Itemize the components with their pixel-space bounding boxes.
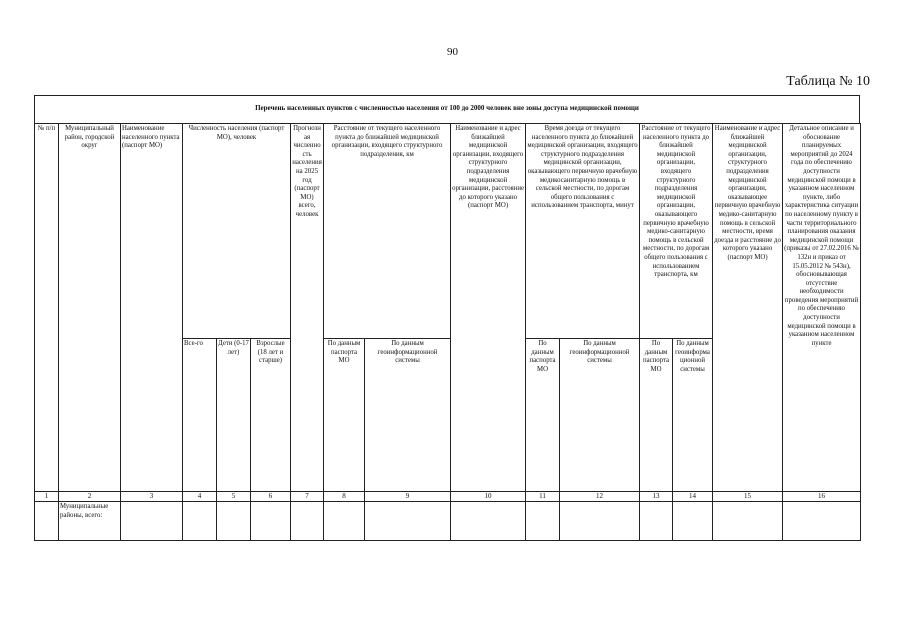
- column-number: 10: [451, 492, 526, 502]
- column-number: 3: [121, 492, 183, 502]
- header-col-12: По данным геоинформационной системы: [560, 339, 640, 492]
- table-cell: [183, 502, 217, 541]
- column-number-row: [35, 492, 861, 502]
- table-title: Таблица № 10: [786, 74, 870, 89]
- header-col-6: Взрослые (18 лет и старше): [251, 339, 291, 492]
- header-col-8: По данным паспорта МО: [324, 339, 365, 492]
- header-col-4-6: Численность населения (паспорт МО), человек: [183, 124, 291, 339]
- header-col-13-14: Расстояние от текущего населенного пункта до ближайшей медицинской организации, входящего структурного подразделения медицинской организации, оказывающего первичную врачебную медико-санитарную помощь в сельской местности, по дорогам общего пользования с использованием транспорта, км: [640, 124, 713, 339]
- header-col-9: По данным геоинформационной системы: [365, 339, 451, 492]
- header-col-15: Наименование и адрес ближайшей медицинской организации, структурного подразделения медицинской организации, оказывающее первичную врачебную медико-санитарную помощь в сельской местности, время доезда и расстояние до которого указано (паспорт МО): [713, 124, 783, 492]
- header-col-14: По данным геоинформационной системы: [673, 339, 713, 492]
- row-label: Муниципальные районы, всего:: [59, 502, 121, 541]
- table-cell: [365, 502, 451, 541]
- column-number: 5: [217, 492, 251, 502]
- table-cell: [640, 502, 673, 541]
- table-cell: [451, 502, 526, 541]
- table-cell: [121, 502, 183, 541]
- header-col-10: Наименование и адрес ближайшей медицинской организации, входящего структурного подразделения медицинской организации, расстояние до которого указано (паспорт МО): [451, 124, 526, 492]
- column-number: 2: [59, 492, 121, 502]
- header-col-8-9: Расстояние от текущего населенного пункта до ближайшей медицинской организации, входящего структурного подразделения, км: [324, 124, 451, 339]
- header-col-13: По данным паспорта МО: [640, 339, 673, 492]
- table-cell: [783, 502, 861, 541]
- page-number: 90: [447, 46, 458, 58]
- column-number: 11: [526, 492, 560, 502]
- table-row: [35, 502, 861, 541]
- column-number: 13: [640, 492, 673, 502]
- header-col-11: По данным паспорта МО: [526, 339, 560, 492]
- document-title: Перечень населенных пунктов с численностью населения от 100 до 2000 человек вне зоны доступа медицинской помощи: [34, 95, 860, 124]
- column-number: 1: [35, 492, 59, 502]
- column-number: 12: [560, 492, 640, 502]
- table-cell: [324, 502, 365, 541]
- header-col-5: Дети (0-17 лет): [217, 339, 251, 492]
- column-number: 16: [783, 492, 861, 502]
- header-col-7: Прогнозная численность населения на 2025 год (паспорт МО) всего, человек: [291, 124, 324, 492]
- column-number: 15: [713, 492, 783, 502]
- header-col-11-12: Время доезда от текущего населенного пункта до ближайшей медицинской организации, входящего структурного подразделения медицинской организации, оказывающего первичную врачебную медикосанитарную помощь в сельской местности, по дорогам общего пользования с использованием транспорта, минут: [526, 124, 640, 339]
- table-cell: [713, 502, 783, 541]
- table-cell: [526, 502, 560, 541]
- header-col-3: Наименование населенного пункта (паспорт МО): [121, 124, 183, 492]
- table-cell: [217, 502, 251, 541]
- column-number: 7: [291, 492, 324, 502]
- header-col-2: Муниципальный район, городской округ: [59, 124, 121, 492]
- settlements-table: [34, 123, 861, 541]
- table-cell: [291, 502, 324, 541]
- header-col-4: Все-го: [183, 339, 217, 492]
- table-cell: [560, 502, 640, 541]
- header-col-1: № п/п: [35, 124, 59, 492]
- column-number: 14: [673, 492, 713, 502]
- column-number: 4: [183, 492, 217, 502]
- column-number: 8: [324, 492, 365, 502]
- table-cell: [35, 502, 59, 541]
- header-col-16: Детальное описание и обоснование планируемых мероприятий до 2024 года по обеспечению доступности медицинской помощи в указанном населенном пункте, либо характеристика ситуации по населенному пункту в части территориального планирования оказания медицинской помощи (приказы от 27.02.2016 № 132н и приказ от 15.05.2012 № 543н), обосновывающая отсутствие необходимости проведения мероприятий по обеспечению доступности медицинской помощи в указанном населенном пункте: [783, 124, 861, 492]
- table-cell: [251, 502, 291, 541]
- column-number: 6: [251, 492, 291, 502]
- table-cell: [673, 502, 713, 541]
- column-number: 9: [365, 492, 451, 502]
